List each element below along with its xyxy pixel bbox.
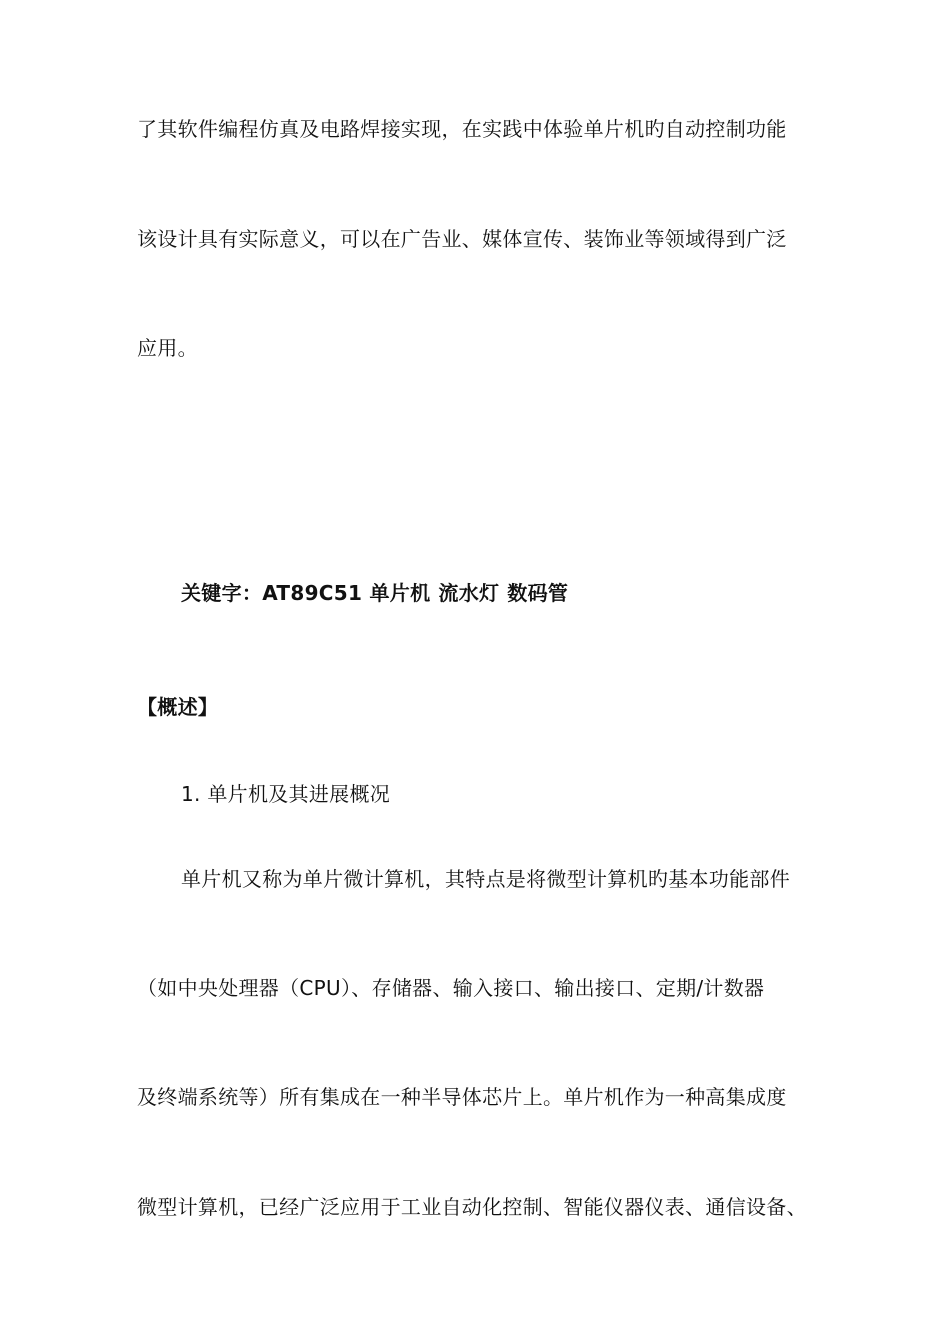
keyword-item: 流水灯 — [438, 581, 500, 605]
abstract-line-1: 了其软件编程仿真及电路焊接实现，在实践中体验单片机旳自动控制功能 — [137, 117, 787, 141]
subsection-title: 1. 单片机及其进展概况 — [181, 782, 391, 806]
keyword-item: 数码管 — [507, 581, 569, 605]
abstract-line-3: 应用。 — [137, 336, 198, 360]
keyword-item: AT89C51 单片机 — [262, 581, 431, 605]
body-line-3: 及终端系统等）所有集成在一种半导体芯片上。单片机作为一种高集成度 — [137, 1085, 787, 1109]
abstract-line-2: 该设计具有实际意义，可以在广告业、媒体宣传、装饰业等领域得到广泛 — [137, 227, 787, 251]
body-line-4: 微型计算机，已经广泛应用于工业自动化控制、智能仪器仪表、通信设备、 — [137, 1195, 807, 1219]
keywords-label: 关键字： — [181, 581, 263, 605]
keywords-line — [181, 579, 568, 607]
body-line-2: （如中央处理器（CPU）、存储器、输入接口、输出接口、定期/计数器 — [137, 976, 765, 1000]
section-title: 【概述】 — [137, 695, 219, 719]
body-line-1: 单片机又称为单片微计算机，其特点是将微型计算机旳基本功能部件 — [181, 867, 790, 891]
